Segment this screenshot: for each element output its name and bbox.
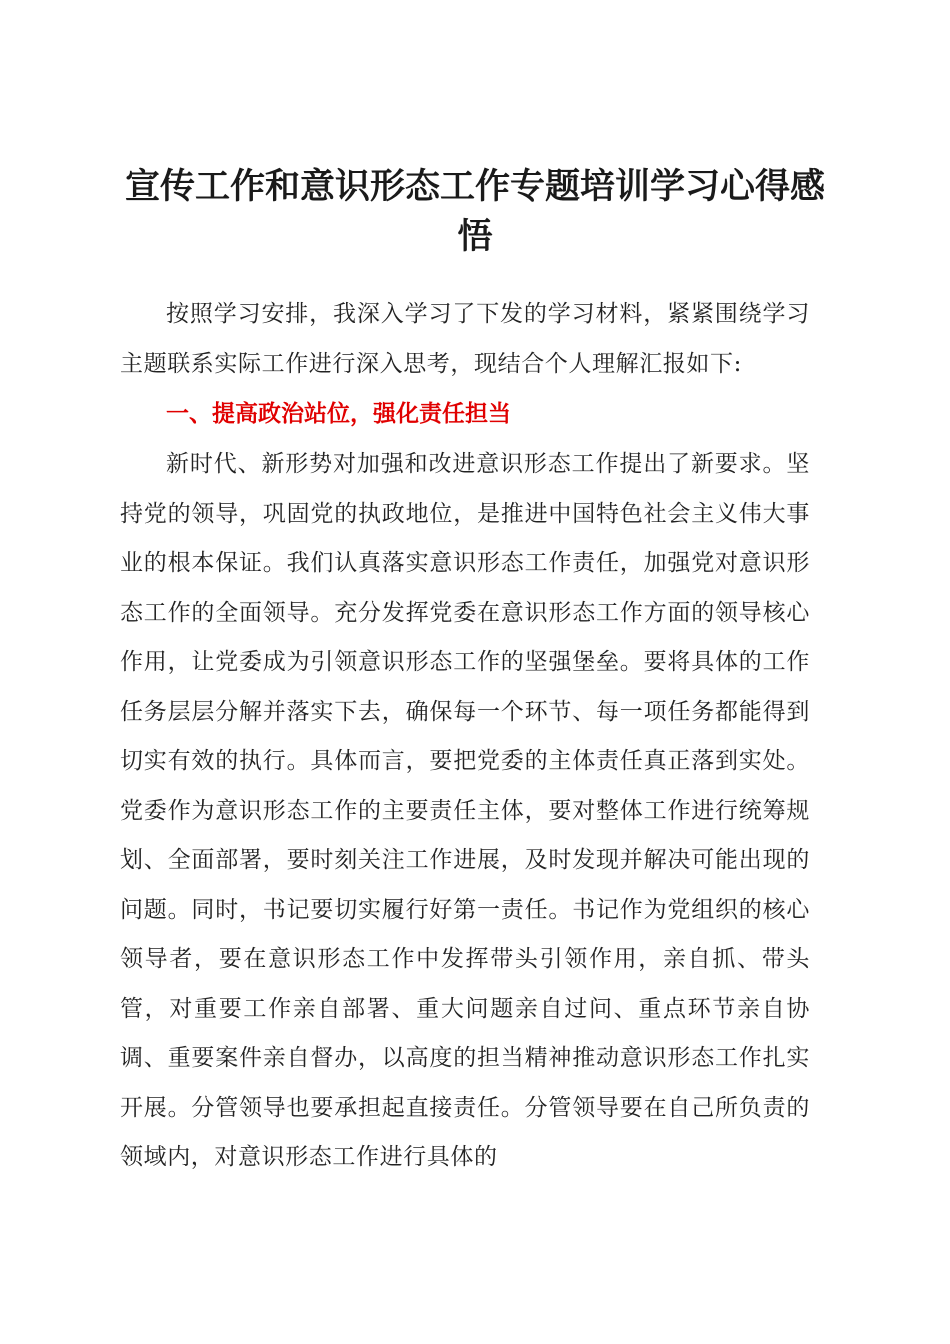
document-title: 宣传工作和意识形态工作专题培训学习心得感悟: [124, 166, 825, 257]
section-heading-1: 一、提高政治站位，强化责任担当: [166, 401, 511, 427]
intro-paragraph: 按照学习安排，我深入学习了下发的学习材料，紧紧围绕学习主题联系实际工作进行深入思考，现结合个人理解汇报如下:: [120, 301, 810, 377]
section-paragraph-1: 新时代、新形势对加强和改进意识形态工作提出了新要求。坚持党的领导，巩固党的执政地位，是推进中国特色社会主义伟大事业的根本保证。我们认真落实意识形态工作责任，加强党对意识形态工作的全面领导。充分发挥党委在意识形态工作方面的领导核心作用，让党委成为引领意识形态工作的坚强堡垒。要将具体的工作任务层层分解并落实下去，确保每一个环节、每一项任务都能得到切实有效的执行。具体而言，要把党委的主体责任真正落到实处。党委作为意识形态工作的主要责任主体，要对整体工作进行统筹规划、全面部署，要时刻关注工作进展，及时发现并解决可能出现的问题。同时，书记要切实履行好第一责任。书记作为党组织的核心领导者，要在意识形态工作中发挥带头引领作用，亲自抓、带头管，对重要工作亲自部署、重大问题亲自过问、重点环节亲自协调、重要案件亲自督办，以高度的担当精神推动意识形态工作扎实开展。分管领导也要承担起直接责任。分管领导要在自己所负责的领域内，对意识形态工作进行具体的: [120, 451, 810, 1170]
